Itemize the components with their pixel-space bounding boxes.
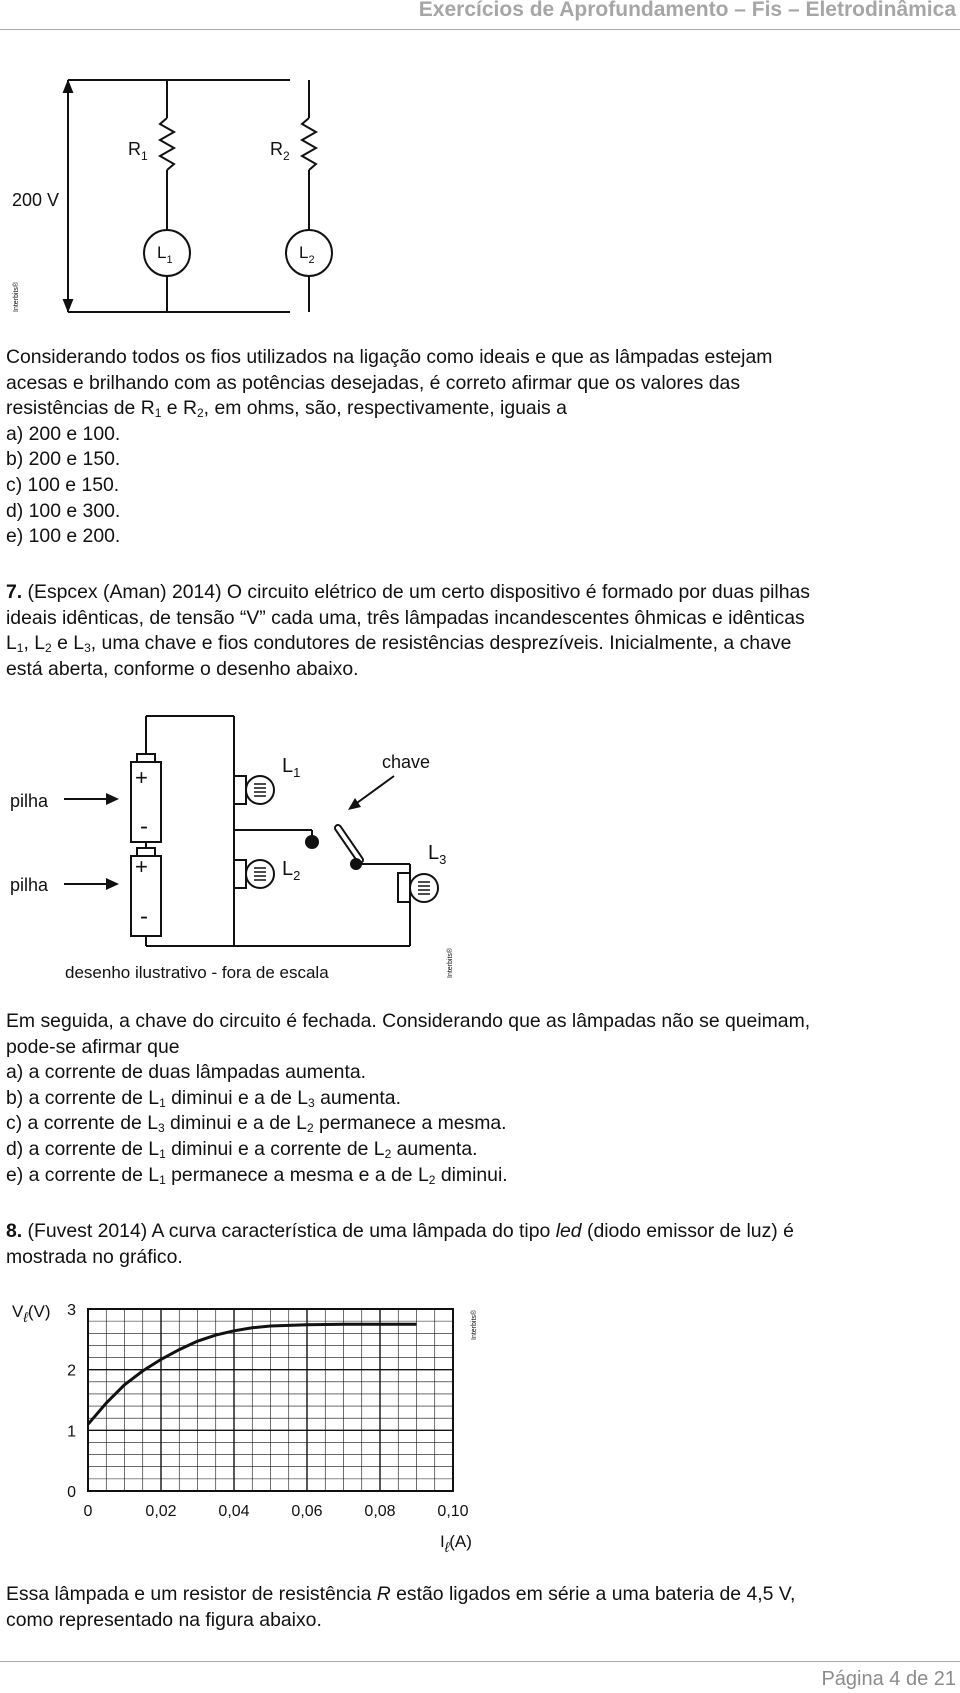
circuit-caption: desenho ilustrativo - fora de escala <box>65 963 329 982</box>
q7-option-b: b) a corrente de $L_1$ diminui e a de $L_3$ aumenta. <box>6 1086 401 1110</box>
header-title: Exercícios de Aprofundamento – Fis – Eletrodinâmica <box>418 0 956 21</box>
l1-label: L <box>157 243 167 262</box>
chart-x-tick-label: 0,10 <box>437 1503 469 1520</box>
chart-x-tick-label: 0 <box>83 1503 93 1520</box>
q8-line: 8. (Fuvest 2014) A curva característica de uma lâmpada do tipo led (diodo emissor de luz) é <box>6 1220 794 1242</box>
r1-label: R <box>128 139 141 159</box>
q8-line: como representado na figura abaixo. <box>6 1608 322 1631</box>
q6-option-c: c) 100 e 150. <box>6 473 120 496</box>
pilha-label-bottom: pilha <box>10 875 49 895</box>
q7-option-e: e) a corrente de $L_1$ permanece a mesma e a de $L_2$ diminui. <box>6 1163 508 1187</box>
chart-y-tick-label: 2 <box>67 1362 76 1380</box>
q7-line: está aberta, conforme o desenho abaixo. <box>6 657 359 680</box>
q7-number: 7. <box>6 581 23 603</box>
q7-option-a: a) a corrente de duas lâmpadas aumenta. <box>6 1061 367 1084</box>
r2-sub: 2 <box>283 149 290 163</box>
pilha-label-top: pilha <box>10 791 49 811</box>
q6-option-b: b) 200 e 150. <box>6 448 121 471</box>
chart-x-tick-label: 0,02 <box>145 1503 177 1520</box>
question-8-continued <box>6 1582 795 1633</box>
watermark-1: Interbits® <box>13 281 20 312</box>
l1-sub: 1 <box>166 254 173 266</box>
lamp-l2-label: L <box>282 858 294 880</box>
chart-x-tick-label: 0,04 <box>218 1503 250 1520</box>
q7-line: ideais idênticas, de tensão “V” cada uma, três lâmpadas incandescentes ôhmicas e idênticas <box>6 606 805 629</box>
chart-y-axis-label: $V_\ell(V)$ <box>12 1302 51 1325</box>
battery-minus-top: - <box>140 813 148 840</box>
lamp-l2-sub: 2 <box>293 868 301 883</box>
l2-sub: 2 <box>308 254 315 266</box>
q6-option-a: a) 200 e 100. <box>6 422 121 445</box>
watermark-2: Interbits® <box>447 947 454 978</box>
battery-minus-bottom: - <box>140 903 148 930</box>
lamp-l3-sub: 3 <box>439 852 447 867</box>
q7-option-c: c) a corrente de $L_3$ diminui e a de $L_2$ permanece a mesma. <box>6 1112 507 1136</box>
lamp-l3-label: L <box>428 842 440 864</box>
footer-divider <box>0 1661 960 1662</box>
lamp-l1-label: L <box>282 755 294 777</box>
page-number: Página 4 de 21 <box>821 1668 956 1690</box>
q7-line: pode-se afirmar que <box>6 1035 180 1058</box>
q7-line: Em seguida, a chave do circuito é fechada. Considerando que as lâmpadas não se queimam, <box>6 1010 811 1032</box>
chart-y-tick-label: 0 <box>67 1484 76 1501</box>
voltage-label: 200 V <box>12 190 60 210</box>
q6-line: Considerando todos os fios utilizados na ligação como ideais e que as lâmpadas estejam <box>6 346 773 368</box>
q8-line: Essa lâmpada e um resistor de resistência R estão ligados em série a uma bateria de 4,5 V, <box>6 1583 796 1605</box>
r1-sub: 1 <box>141 149 148 163</box>
chart-y-tick-label: 1 <box>67 1423 76 1441</box>
chart-x-tick-label: 0,06 <box>291 1503 323 1520</box>
battery-plus-bottom: + <box>135 854 148 879</box>
battery-plus-top: + <box>135 765 148 790</box>
chave-label: chave <box>382 752 431 772</box>
q7-line: 7. (Espcex (Aman) 2014) O circuito elétrico de um certo dispositivo é formado por duas pilhas <box>6 581 811 603</box>
chart-x-tick-label: 0,08 <box>364 1503 396 1520</box>
q8-number: 8. <box>6 1220 23 1242</box>
q6-line: resistências de $R_1$ e $R_2$, em ohms, são, respectivamente, iguais a <box>6 397 567 421</box>
l2-label: L <box>299 243 309 262</box>
q7-option-d: d) a corrente de $L_1$ diminui e a corrente de $L_2$ aumenta. <box>6 1137 478 1161</box>
chart-grid <box>88 1309 453 1491</box>
lamp-l1-sub: 1 <box>293 765 301 780</box>
q6-option-d: d) 100 e 300. <box>6 499 121 522</box>
chart-x-axis-label: $I_\ell(A)$ <box>440 1532 472 1555</box>
q8-line: mostrada no gráfico. <box>6 1245 183 1268</box>
r2-label: R <box>270 139 283 159</box>
q6-option-e: e) 100 e 200. <box>6 525 121 548</box>
chart-watermark: Interbits® <box>471 1309 478 1340</box>
chart-tick-labels <box>67 1302 469 1520</box>
q7-line: $L_1$, $L_2$ e $L_3$, uma chave e fios condutores de resistências desprezíveis. Inicialmente, a chave <box>6 632 792 656</box>
chart-y-tick-label: 3 <box>67 1302 76 1319</box>
q6-line: acesas e brilhando com as potências desejadas, é correto afirmar que os valores das <box>6 371 741 394</box>
